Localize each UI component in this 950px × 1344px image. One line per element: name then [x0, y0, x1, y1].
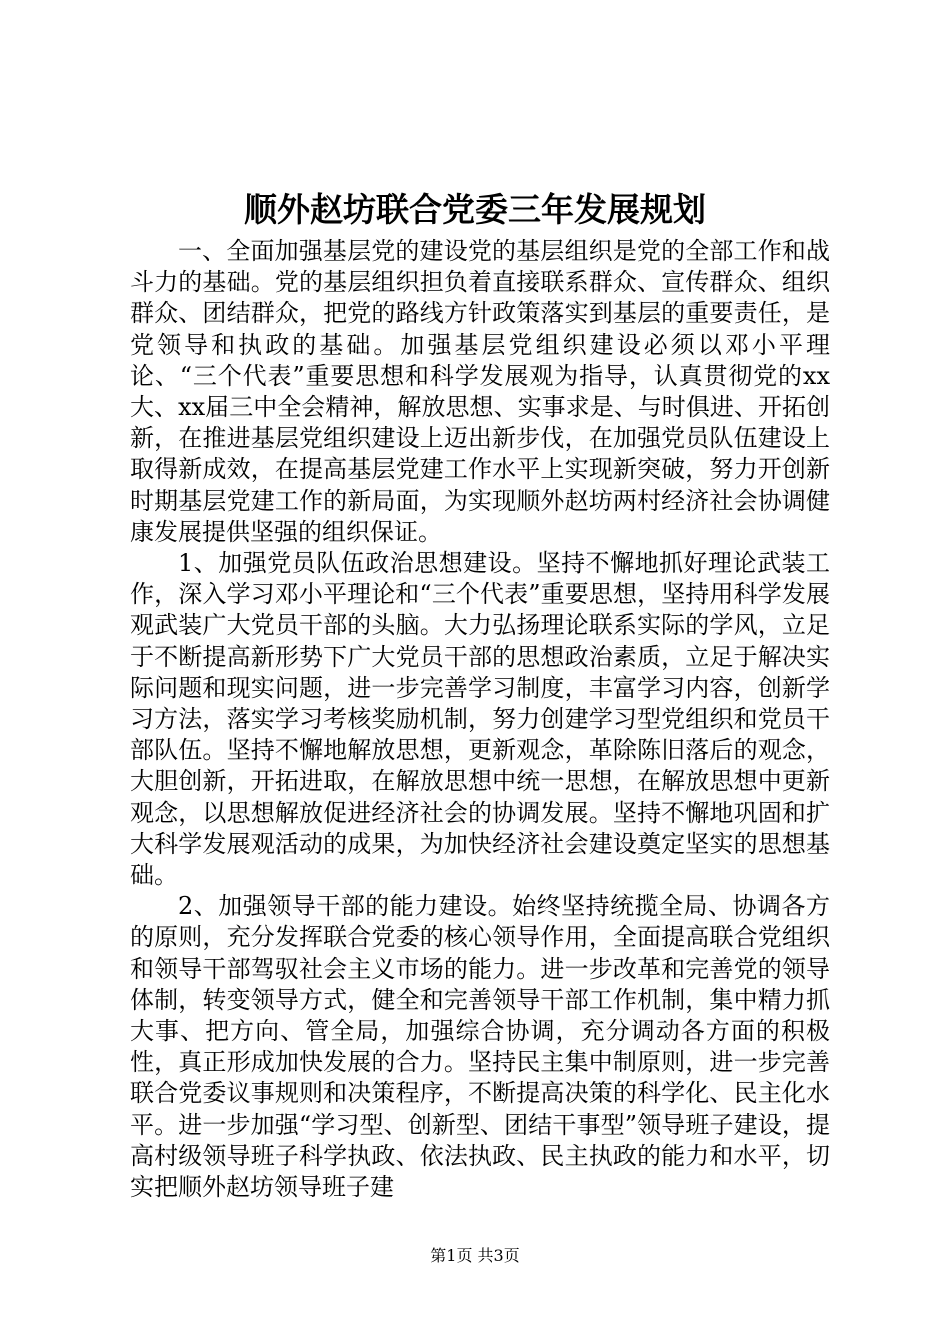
- paragraph-item-1: 1、加强党员队伍政治思想建设。坚持不懈地抓好理论武装工作，深入学习邓小平理论和“三个代表”重要思想，坚持用科学发展观武装广大党员干部的头脑。大力弘扬理论联系实际的学风，立足于不断提高新形势下广大党员干部的思想政治素质，立足于解决实际问题和现实问题，进一步完善学习制度，丰富学习内容，创新学习方法，落实学习考核奖励机制，努力创建学习型党组织和党员干部队伍。坚持不懈地解放思想，更新观念，革除陈旧落后的观念，大胆创新，开拓进取，在解放思想中统一思想，在解放思想中更新观念，以思想解放促进经济社会的协调发展。坚持不懈地巩固和扩大科学发展观活动的成果，为加快经济社会建设奠定坚实的思想基础。: [130, 549, 830, 890]
- page-number-footer: 第1页 共3页: [430, 1246, 520, 1265]
- document-body: [130, 236, 830, 1203]
- paragraph-item-2: 2、加强领导干部的能力建设。始终坚持统揽全局、协调各方的原则，充分发挥联合党委的核心领导作用，全面提高联合党组织和领导干部驾驭社会主义市场的能力。进一步改革和完善党的领导体制，转变领导方式，健全和完善领导干部工作机制，集中精力抓大事、把方向、管全局，加强综合协调，充分调动各方面的积极性，真正形成加快发展的合力。坚持民主集中制原则，进一步完善联合党委议事规则和决策程序，不断提高决策的科学化、民主化水平。进一步加强“学习型、创新型、团结干事型”领导班子建设，提高村级领导班子科学执政、依法执政、民主执政的能力和水平，切实把顺外赵坊领导班子建: [130, 892, 830, 1202]
- paragraph-section-1: 一、全面加强基层党的建设党的基层组织是党的全部工作和战斗力的基础。党的基层组织担负着直接联系群众、宣传群众、组织群众、团结群众，把党的路线方针政策落实到基层的重要责任，是党领导和执政的基础。加强基层党组织建设必须以邓小平理论、“三个代表”重要思想和科学发展观为指导，认真贯彻党的xx大、xx届三中全会精神，解放思想、实事求是、与时俱进、开拓创新，在推进基层党组织建设上迈出新步伐，在加强党员队伍建设上取得新成效，在提高基层党建工作水平上实现新突破，努力开创新时期基层党建工作的新局面，为实现顺外赵坊两村经济社会协调健康发展提供坚强的组织保证。: [130, 237, 830, 546]
- document-title: 顺外赵坊联合党委三年发展规划: [244, 190, 706, 229]
